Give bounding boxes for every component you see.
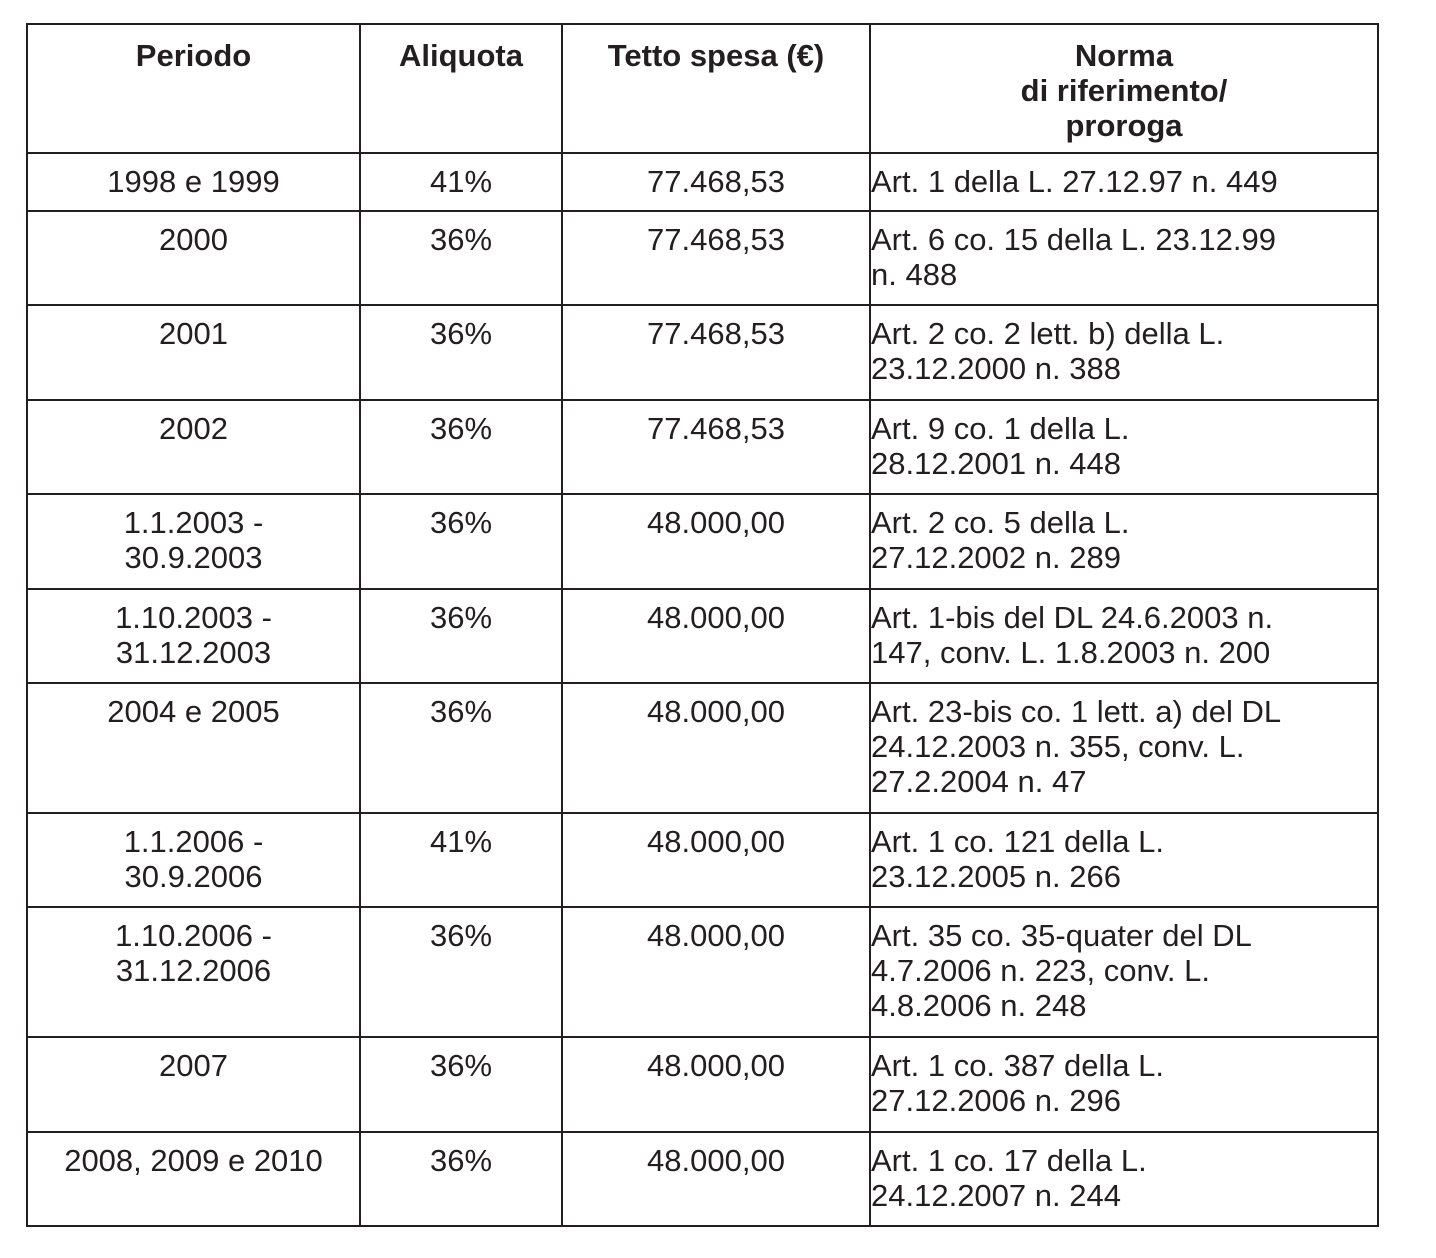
periodo-text: 2008, 2009 e 2010	[64, 1143, 323, 1178]
header-periodo	[27, 24, 360, 153]
periodo-text: 1.10.2006 - 31.12.2006	[115, 918, 272, 988]
table-row	[27, 1037, 1378, 1132]
header-row	[27, 24, 1378, 153]
periodo-text: 1.10.2003 - 31.12.2003	[115, 600, 272, 670]
aliquota-text: 41%	[429, 164, 493, 199]
cell-tetto	[562, 400, 870, 494]
norma-text: Art. 1 co. 387 della L. 27.12.2006 n. 296	[871, 1048, 1164, 1118]
norma-text: Art. 1-bis del DL 24.6.2003 n. 147, conv. L. 1.8.2003 n. 200	[871, 600, 1274, 670]
table-row	[27, 907, 1378, 1037]
cell-aliquota	[360, 494, 562, 589]
periodo-text: 2000	[159, 222, 228, 257]
periodo-text: 1.1.2006 - 30.9.2006	[123, 824, 264, 894]
cell-periodo	[27, 400, 360, 494]
header-aliquota-label: Aliquota	[399, 38, 523, 73]
table-row	[27, 1132, 1378, 1226]
table-body	[27, 153, 1378, 1226]
cell-aliquota	[360, 1132, 562, 1226]
cell-aliquota	[360, 211, 562, 305]
cell-tetto	[562, 494, 870, 589]
tetto-text: 77.468,53	[647, 222, 785, 257]
aliquota-text: 36%	[429, 316, 493, 351]
tetto-text: 48.000,00	[647, 824, 785, 859]
norma-text: Art. 2 co. 2 lett. b) della L. 23.12.2000 n. 388	[871, 316, 1225, 386]
tetto-text: 77.468,53	[647, 316, 785, 351]
header-norma-label: Norma di riferimento/ proroga	[1020, 38, 1228, 143]
aliquota-text: 36%	[429, 505, 493, 540]
cell-tetto	[562, 683, 870, 813]
cell-norma	[870, 211, 1378, 305]
cell-tetto	[562, 211, 870, 305]
tetto-text: 48.000,00	[647, 694, 785, 729]
table-row	[27, 813, 1378, 907]
tetto-text: 77.468,53	[647, 411, 785, 446]
cell-tetto	[562, 305, 870, 400]
periodo-text: 1.1.2003 - 30.9.2003	[123, 505, 264, 575]
periodo-text: 1998 e 1999	[107, 164, 280, 199]
norma-text: Art. 35 co. 35-quater del DL 4.7.2006 n. 223, conv. L. 4.8.2006 n. 248	[871, 918, 1252, 1023]
cell-periodo	[27, 211, 360, 305]
cell-periodo	[27, 683, 360, 813]
cell-aliquota	[360, 153, 562, 211]
periodo-text: 2001	[159, 316, 228, 351]
cell-aliquota	[360, 305, 562, 400]
periodo-text: 2002	[159, 411, 228, 446]
aliquota-text: 36%	[429, 222, 493, 257]
cell-periodo	[27, 153, 360, 211]
cell-aliquota	[360, 400, 562, 494]
norma-text: Art. 1 co. 17 della L. 24.12.2007 n. 244	[871, 1143, 1147, 1213]
cell-periodo	[27, 305, 360, 400]
header-norma	[870, 24, 1378, 153]
table-row	[27, 494, 1378, 589]
cell-norma	[870, 494, 1378, 589]
tetto-text: 77.468,53	[647, 164, 785, 199]
cell-norma	[870, 683, 1378, 813]
cell-norma	[870, 589, 1378, 683]
cell-tetto	[562, 153, 870, 211]
cell-aliquota	[360, 589, 562, 683]
table-row	[27, 153, 1378, 211]
norma-text: Art. 2 co. 5 della L. 27.12.2002 n. 289	[871, 505, 1130, 575]
aliquota-text: 36%	[429, 918, 493, 953]
cell-periodo	[27, 1037, 360, 1132]
table-row	[27, 683, 1378, 813]
cell-tetto	[562, 907, 870, 1037]
table-row	[27, 305, 1378, 400]
cell-norma	[870, 1037, 1378, 1132]
cell-norma	[870, 813, 1378, 907]
cell-norma	[870, 400, 1378, 494]
detrazioni-table	[26, 23, 1379, 1227]
cell-tetto	[562, 589, 870, 683]
cell-aliquota	[360, 1037, 562, 1132]
norma-text: Art. 1 della L. 27.12.97 n. 449	[871, 164, 1278, 199]
norma-text: Art. 9 co. 1 della L. 28.12.2001 n. 448	[871, 411, 1130, 481]
aliquota-text: 36%	[429, 411, 493, 446]
cell-tetto	[562, 1037, 870, 1132]
cell-periodo	[27, 589, 360, 683]
header-tetto-spesa	[562, 24, 870, 153]
aliquota-text: 36%	[429, 600, 493, 635]
aliquota-text: 36%	[429, 694, 493, 729]
norma-text: Art. 6 co. 15 della L. 23.12.99 n. 488	[871, 222, 1276, 292]
norma-text: Art. 23-bis co. 1 lett. a) del DL 24.12.2003 n. 355, conv. L. 27.2.2004 n. 47	[871, 694, 1282, 799]
periodo-text: 2007	[159, 1048, 228, 1083]
aliquota-text: 41%	[429, 824, 493, 859]
cell-norma	[870, 1132, 1378, 1226]
cell-norma	[870, 153, 1378, 211]
tetto-text: 48.000,00	[647, 1048, 785, 1083]
cell-tetto	[562, 813, 870, 907]
cell-norma	[870, 907, 1378, 1037]
cell-aliquota	[360, 813, 562, 907]
cell-aliquota	[360, 907, 562, 1037]
aliquota-text: 36%	[429, 1143, 493, 1178]
tetto-text: 48.000,00	[647, 1143, 785, 1178]
cell-periodo	[27, 1132, 360, 1226]
tetto-text: 48.000,00	[647, 600, 785, 635]
table-row	[27, 589, 1378, 683]
header-aliquota	[360, 24, 562, 153]
aliquota-text: 36%	[429, 1048, 493, 1083]
cell-periodo	[27, 907, 360, 1037]
tetto-text: 48.000,00	[647, 505, 785, 540]
cell-norma	[870, 305, 1378, 400]
table-row	[27, 211, 1378, 305]
tetto-text: 48.000,00	[647, 918, 785, 953]
cell-periodo	[27, 813, 360, 907]
cell-periodo	[27, 494, 360, 589]
cell-aliquota	[360, 683, 562, 813]
table-header	[27, 24, 1378, 153]
norma-text: Art. 1 co. 121 della L. 23.12.2005 n. 266	[871, 824, 1164, 894]
periodo-text: 2004 e 2005	[107, 694, 280, 729]
header-periodo-label: Periodo	[135, 38, 252, 73]
table-row	[27, 400, 1378, 494]
cell-tetto	[562, 1132, 870, 1226]
header-tetto-spesa-label: Tetto spesa (€)	[607, 38, 825, 73]
